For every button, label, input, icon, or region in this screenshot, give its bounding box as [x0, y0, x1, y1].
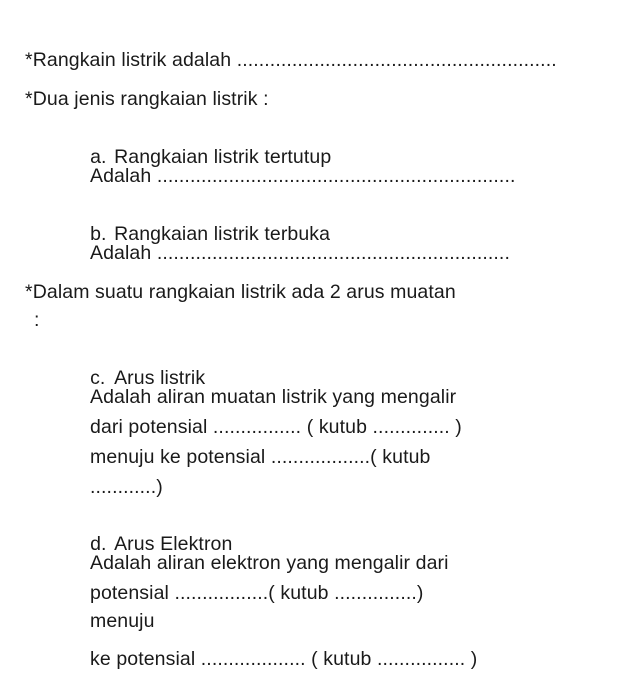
item-a-definition: Adalah .................................................................: [90, 165, 516, 187]
item-b-definition: Adalah ................................................................: [90, 242, 510, 264]
item-a-title: Rangkaian listrik tertutup: [114, 145, 332, 168]
item-c-title: Arus listrik: [114, 366, 206, 389]
item-b-marker: b.: [90, 222, 107, 245]
question-two-types-heading: *Dua jenis rangkaian listrik :: [25, 88, 269, 110]
item-c-line: Adalah aliran muatan listrik yang mengalir: [90, 386, 457, 408]
item-a-marker: a.: [90, 145, 107, 168]
item-d-line: menuju: [90, 610, 155, 632]
question-two-currents-line2: :: [34, 309, 40, 331]
item-d-line: potensial .................( kutub ...............): [90, 582, 424, 604]
item-c-line: ............): [90, 476, 163, 498]
question-rangkaian-definition: *Rangkain listrik adalah ..........................................................: [25, 49, 557, 71]
item-d-title: Arus Elektron: [114, 532, 233, 555]
item-c-line: dari potensial ................ ( kutub .............. ): [90, 416, 462, 438]
item-c-marker: c.: [90, 366, 106, 389]
item-b-title: Rangkaian listrik terbuka: [114, 222, 331, 245]
item-d-line: ke potensial ................... ( kutub ................ ): [90, 648, 478, 670]
question-two-currents-line1: *Dalam suatu rangkaian listrik ada 2 arus muatan: [25, 281, 456, 303]
item-c-line: menuju ke potensial ..................( kutub: [90, 446, 431, 468]
item-d-line: Adalah aliran elektron yang mengalir dari: [90, 552, 449, 574]
item-d-marker: d.: [90, 532, 107, 555]
